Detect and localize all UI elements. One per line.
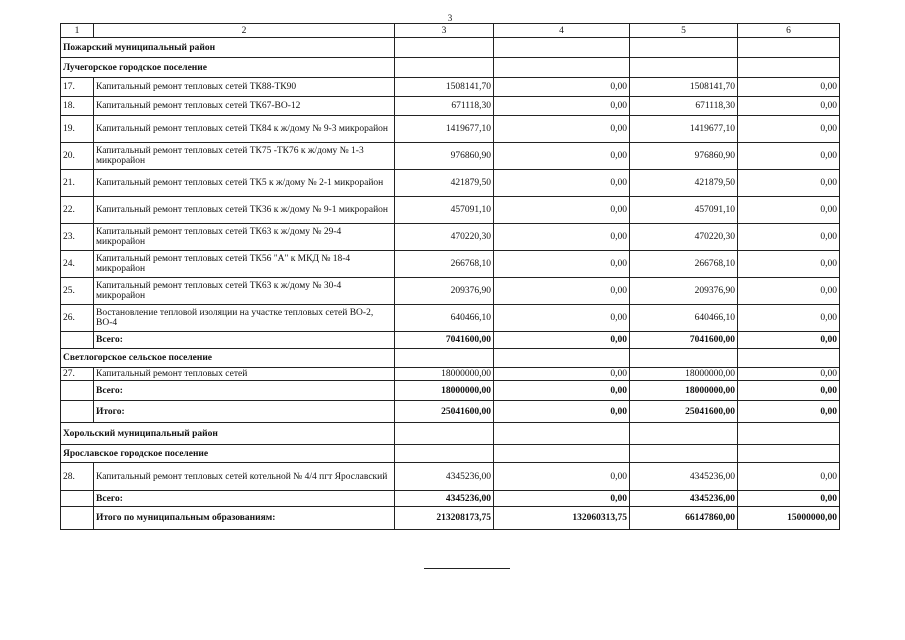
cell-col-6: 0,00 bbox=[738, 463, 840, 491]
grand-total-label: Итого по муниципальным образованиям: bbox=[94, 507, 395, 530]
table-row bbox=[61, 251, 840, 278]
cell-col-3: 470220,30 bbox=[395, 224, 494, 251]
table-row bbox=[61, 224, 840, 251]
cell-col-5: 671118,30 bbox=[630, 97, 738, 116]
row-name: Капитальный ремонт тепловых сетей ТК75 -ТК76 к ж/дому № 1-3 микрорайон bbox=[94, 143, 395, 170]
cell-col-3: 18000000,00 bbox=[395, 381, 494, 401]
cell-col-4: 0,00 bbox=[494, 143, 630, 170]
row-number: 17. bbox=[61, 78, 94, 97]
cell-col-4: 0,00 bbox=[494, 224, 630, 251]
section-row bbox=[61, 445, 840, 463]
cell-col-4: 0,00 bbox=[494, 332, 630, 349]
header-col-6: 6 bbox=[738, 24, 840, 38]
cell-col-6: 0,00 bbox=[738, 278, 840, 305]
row-name: Капитальный ремонт тепловых сетей ТК88-ТК90 bbox=[94, 78, 395, 97]
row-name: Капитальный ремонт тепловых сетей bbox=[94, 368, 395, 381]
header-col-2: 2 bbox=[94, 24, 395, 38]
cell-col-3: 4345236,00 bbox=[395, 491, 494, 507]
cell-col-6: 0,00 bbox=[738, 305, 840, 332]
cell-col-5: 976860,90 bbox=[630, 143, 738, 170]
cell-col-6: 0,00 bbox=[738, 368, 840, 381]
table-row bbox=[61, 143, 840, 170]
cell-col-6: 0,00 bbox=[738, 381, 840, 401]
cell-col-3: 976860,90 bbox=[395, 143, 494, 170]
row-number: 22. bbox=[61, 197, 94, 224]
cell-col-5: 66147860,00 bbox=[630, 507, 738, 530]
subtotal-row bbox=[61, 332, 840, 349]
footer-divider bbox=[424, 568, 510, 569]
cell-col-6: 0,00 bbox=[738, 197, 840, 224]
cell-col-3: 671118,30 bbox=[395, 97, 494, 116]
cell-col-4: 0,00 bbox=[494, 381, 630, 401]
cell-col-4: 0,00 bbox=[494, 251, 630, 278]
row-number: 26. bbox=[61, 305, 94, 332]
section-row bbox=[61, 423, 840, 445]
row-number: 28. bbox=[61, 463, 94, 491]
cell-col-6: 0,00 bbox=[738, 170, 840, 197]
row-name: Капитальный ремонт тепловых сетей ТК63 к ж/дому № 29-4 микрорайон bbox=[94, 224, 395, 251]
cell-col-5: 266768,10 bbox=[630, 251, 738, 278]
cell-col-3: 457091,10 bbox=[395, 197, 494, 224]
table-row bbox=[61, 278, 840, 305]
cell-col-5: 470220,30 bbox=[630, 224, 738, 251]
cell-col-3: 4345236,00 bbox=[395, 463, 494, 491]
cell-col-3: 213208173,75 bbox=[395, 507, 494, 530]
cell-col-5: 4345236,00 bbox=[630, 491, 738, 507]
subtotal-row bbox=[61, 491, 840, 507]
row-number: 23. bbox=[61, 224, 94, 251]
cell-col-5: 1419677,10 bbox=[630, 116, 738, 143]
cell-col-4: 0,00 bbox=[494, 170, 630, 197]
header-col-3: 3 bbox=[395, 24, 494, 38]
row-name: Капитальный ремонт тепловых сетей котельной № 4/4 пгт Ярославский bbox=[94, 463, 395, 491]
table-row bbox=[61, 368, 840, 381]
cell-col-3: 640466,10 bbox=[395, 305, 494, 332]
cell-col-6: 0,00 bbox=[738, 143, 840, 170]
cell-col-5: 18000000,00 bbox=[630, 381, 738, 401]
cell-col-3: 421879,50 bbox=[395, 170, 494, 197]
cell-col-4: 0,00 bbox=[494, 97, 630, 116]
cell-col-4: 0,00 bbox=[494, 368, 630, 381]
cell-col-4: 0,00 bbox=[494, 463, 630, 491]
cell-col-6: 0,00 bbox=[738, 491, 840, 507]
section-title: Хорольский муниципальный район bbox=[61, 423, 395, 445]
table-row bbox=[61, 116, 840, 143]
section-title: Светлогорское сельское поселение bbox=[61, 349, 395, 368]
row-name: Капитальный ремонт тепловых сетей ТК5 к ж/дому № 2-1 микрорайон bbox=[94, 170, 395, 197]
cell-col-3: 209376,90 bbox=[395, 278, 494, 305]
row-name: Капитальный ремонт тепловых сетей ТК84 к ж/дому № 9-3 микрорайон bbox=[94, 116, 395, 143]
cell-col-6: 0,00 bbox=[738, 78, 840, 97]
cell-col-5: 7041600,00 bbox=[630, 332, 738, 349]
row-name: Капитальный ремонт тепловых сетей ТК56 "А" к МКД № 18-4 микрорайон bbox=[94, 251, 395, 278]
total-label: Итого: bbox=[94, 401, 395, 423]
cell-col-4: 0,00 bbox=[494, 78, 630, 97]
section-row bbox=[61, 58, 840, 78]
cell-col-6: 15000000,00 bbox=[738, 507, 840, 530]
cell-col-5: 18000000,00 bbox=[630, 368, 738, 381]
row-name: Востановление тепловой изоляции на участке тепловых сетей ВО-2, ВО-4 bbox=[94, 305, 395, 332]
header-col-1: 1 bbox=[61, 24, 94, 38]
subtotal-label: Всего: bbox=[94, 381, 395, 401]
cell-col-6: 0,00 bbox=[738, 332, 840, 349]
total-row bbox=[61, 401, 840, 423]
cell-col-3: 18000000,00 bbox=[395, 368, 494, 381]
cell-col-3: 25041600,00 bbox=[395, 401, 494, 423]
cell-col-6: 0,00 bbox=[738, 224, 840, 251]
row-number: 27. bbox=[61, 368, 94, 381]
row-number: 25. bbox=[61, 278, 94, 305]
table-row bbox=[61, 463, 840, 491]
cell-col-5: 1508141,70 bbox=[630, 78, 738, 97]
subtotal-label: Всего: bbox=[94, 491, 395, 507]
cell-col-6: 0,00 bbox=[738, 401, 840, 423]
row-number: 20. bbox=[61, 143, 94, 170]
header-col-5: 5 bbox=[630, 24, 738, 38]
section-row bbox=[61, 349, 840, 368]
table-row bbox=[61, 78, 840, 97]
cell-col-3: 1508141,70 bbox=[395, 78, 494, 97]
page-number: 3 bbox=[447, 13, 453, 23]
table-row bbox=[61, 97, 840, 116]
row-number: 18. bbox=[61, 97, 94, 116]
cell-col-5: 421879,50 bbox=[630, 170, 738, 197]
cell-col-4: 132060313,75 bbox=[494, 507, 630, 530]
table-row bbox=[61, 170, 840, 197]
cell-col-5: 640466,10 bbox=[630, 305, 738, 332]
cell-col-4: 0,00 bbox=[494, 197, 630, 224]
row-number: 19. bbox=[61, 116, 94, 143]
cell-col-5: 4345236,00 bbox=[630, 463, 738, 491]
cell-col-4: 0,00 bbox=[494, 116, 630, 143]
section-title: Ярославское городское поселение bbox=[61, 445, 395, 463]
row-name: Капитальный ремонт тепловых сетей ТК67-ВО-12 bbox=[94, 97, 395, 116]
table-row bbox=[61, 197, 840, 224]
subtotal-label: Всего: bbox=[94, 332, 395, 349]
cell-col-3: 7041600,00 bbox=[395, 332, 494, 349]
cell-col-3: 1419677,10 bbox=[395, 116, 494, 143]
section-row bbox=[61, 38, 840, 58]
row-name: Капитальный ремонт тепловых сетей ТК36 к ж/дому № 9-1 микрорайон bbox=[94, 197, 395, 224]
cell-col-5: 209376,90 bbox=[630, 278, 738, 305]
cell-col-6: 0,00 bbox=[738, 251, 840, 278]
cell-col-4: 0,00 bbox=[494, 491, 630, 507]
row-number: 24. bbox=[61, 251, 94, 278]
row-number: 21. bbox=[61, 170, 94, 197]
subtotal-row bbox=[61, 381, 840, 401]
cell-col-5: 25041600,00 bbox=[630, 401, 738, 423]
grand-total-row bbox=[61, 507, 840, 530]
cell-col-5: 457091,10 bbox=[630, 197, 738, 224]
row-name: Капитальный ремонт тепловых сетей ТК63 к ж/дому № 30-4 микрорайон bbox=[94, 278, 395, 305]
cell-col-4: 0,00 bbox=[494, 278, 630, 305]
table-row bbox=[61, 305, 840, 332]
cell-col-4: 0,00 bbox=[494, 401, 630, 423]
header-row bbox=[61, 24, 840, 38]
cell-col-6: 0,00 bbox=[738, 97, 840, 116]
budget-table bbox=[60, 23, 840, 530]
section-title: Пожарский муниципальный район bbox=[61, 38, 395, 58]
header-col-4: 4 bbox=[494, 24, 630, 38]
cell-col-4: 0,00 bbox=[494, 305, 630, 332]
cell-col-6: 0,00 bbox=[738, 116, 840, 143]
section-title: Лучегорское городское поселение bbox=[61, 58, 395, 78]
cell-col-3: 266768,10 bbox=[395, 251, 494, 278]
